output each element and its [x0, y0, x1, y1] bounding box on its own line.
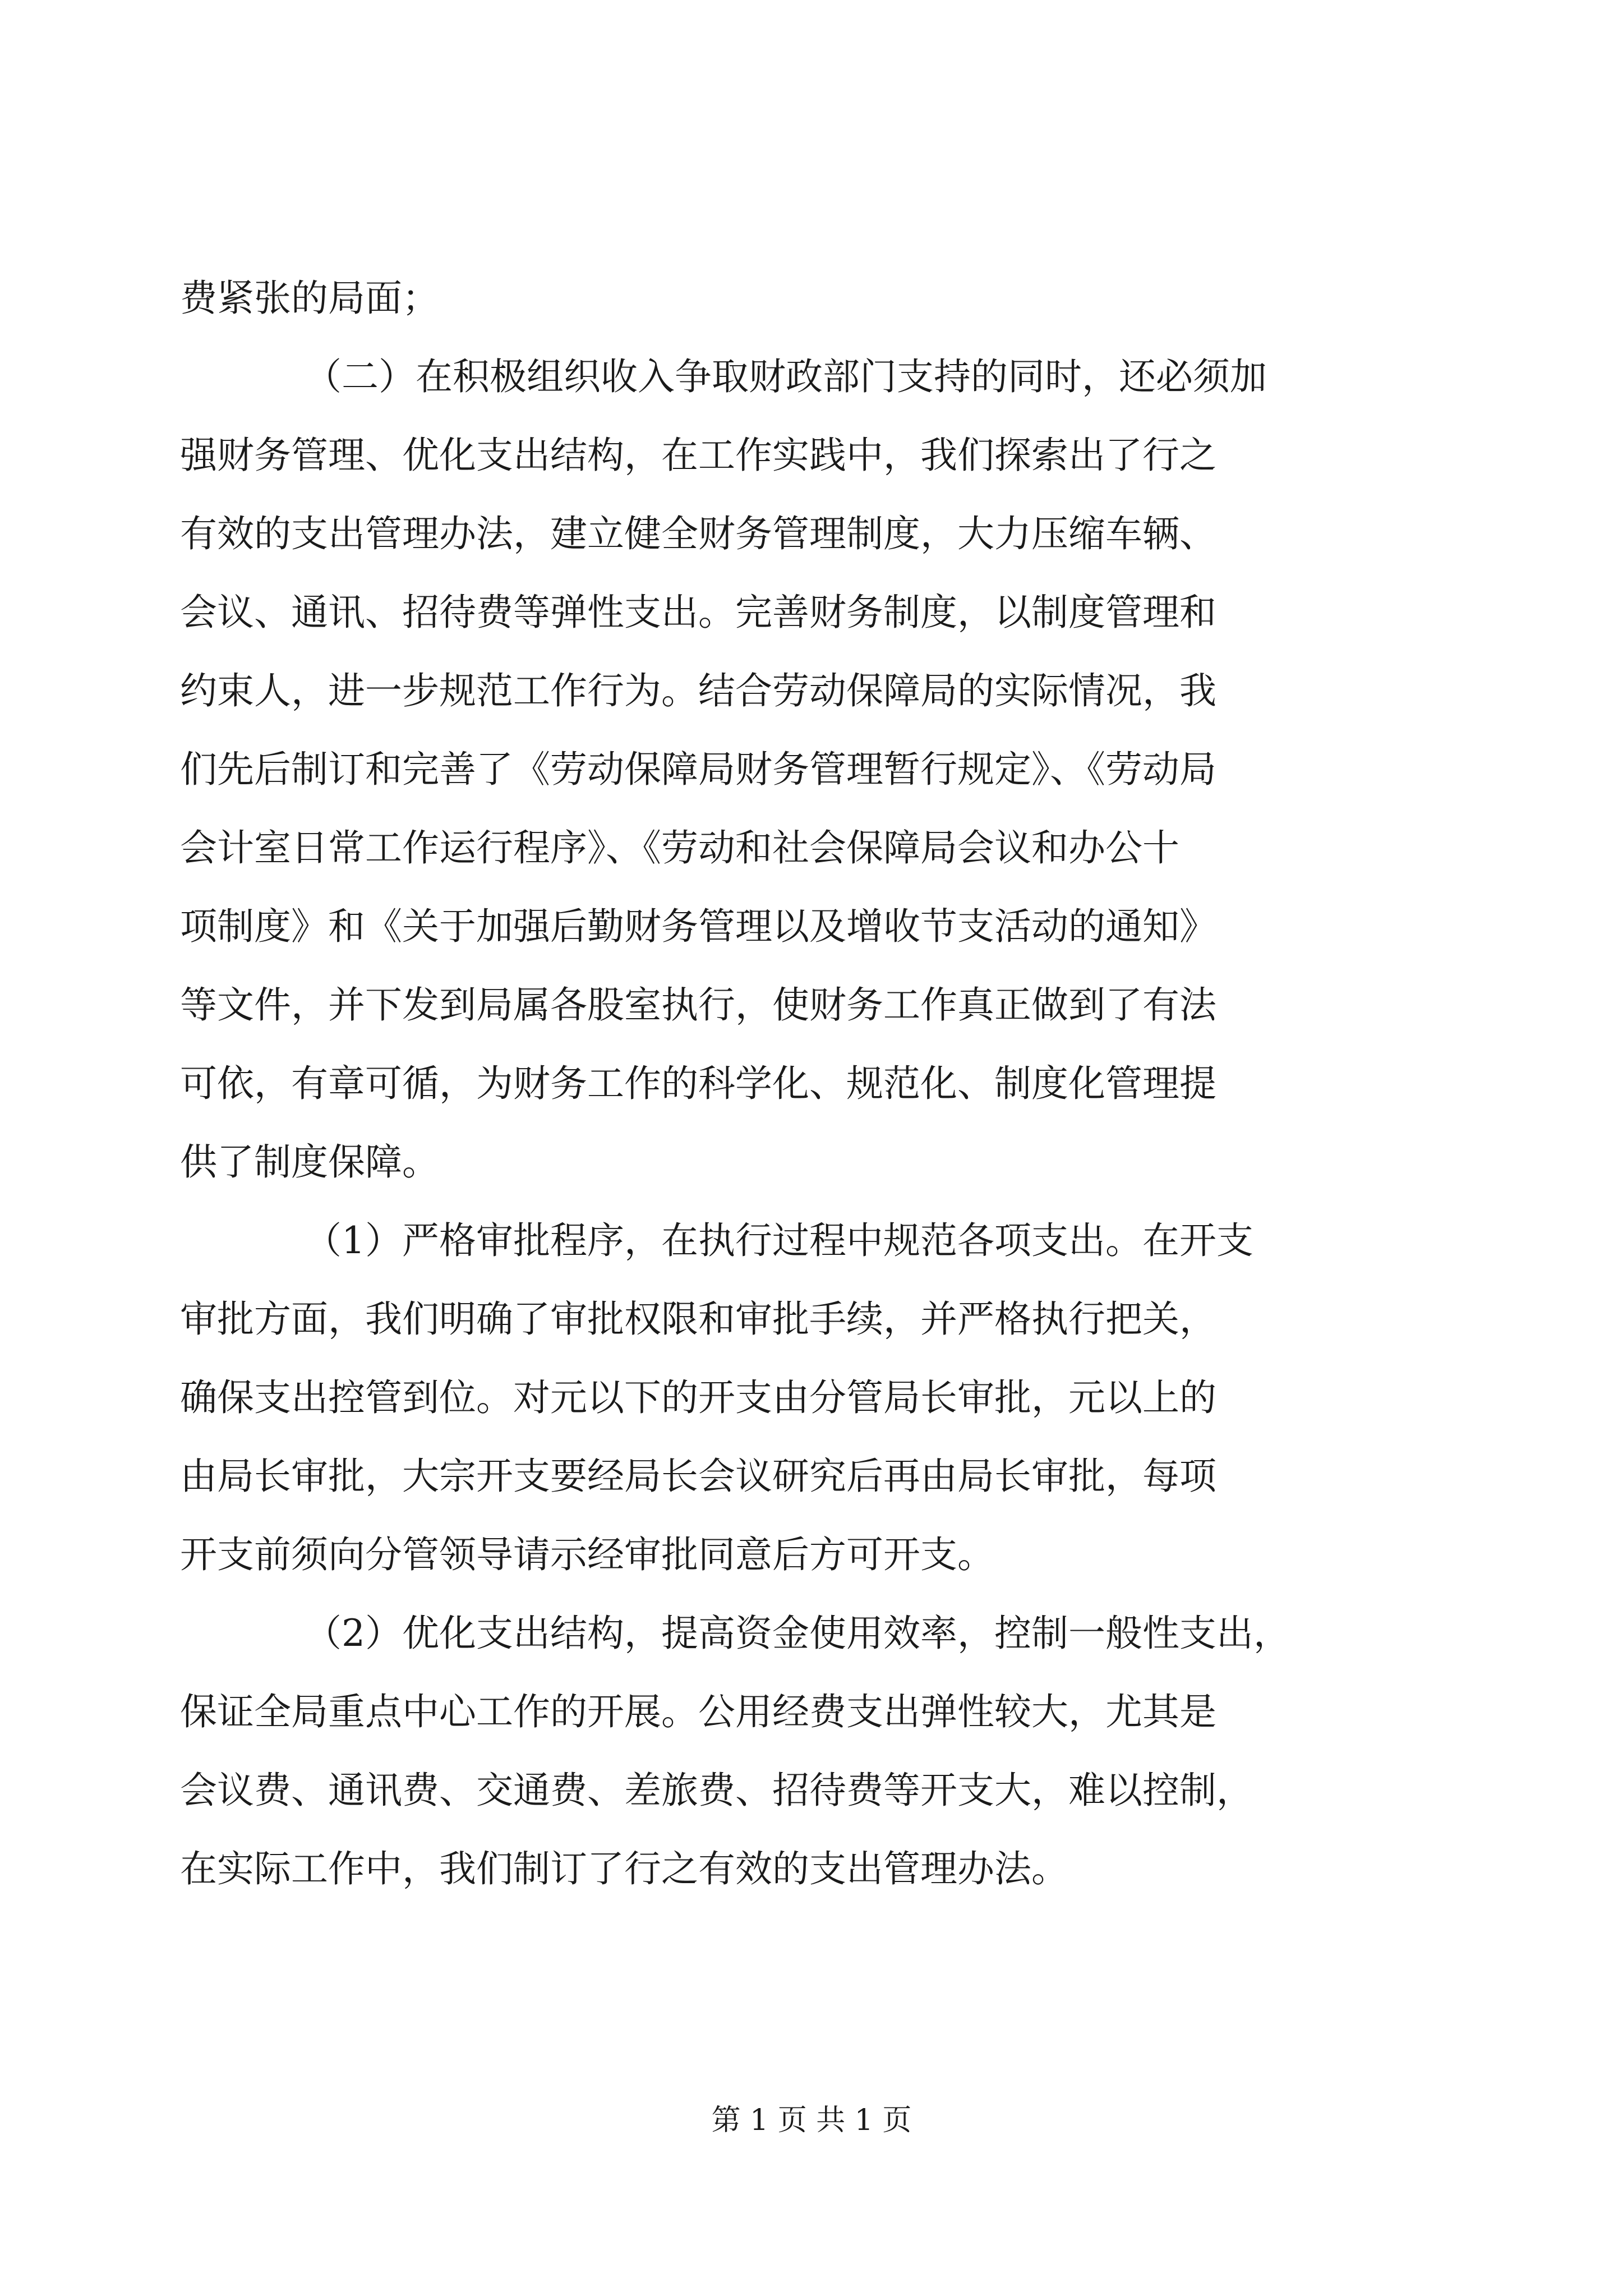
paragraph-line: 约束人，进一步规范工作行为。结合劳动保障局的实际情况，我	[180, 669, 1216, 712]
paragraph-line: 费紧张的局面；	[180, 277, 439, 320]
paragraph-line: （2）优化支出结构，提高资金使用效率，控制一般性支出，	[305, 1612, 1290, 1655]
paragraph-line: 会议、通讯、招待费等弹性支出。完善财务制度，以制度管理和	[180, 591, 1216, 634]
paragraph-line: 可依，有章可循，为财务工作的科学化、规范化、制度化管理提	[180, 1062, 1216, 1105]
paragraph-line: （1）严格审批程序，在执行过程中规范各项支出。在开支	[305, 1219, 1253, 1262]
page-number-footer: 第 1 页 共 1 页	[711, 2104, 912, 2137]
paragraph-line: 们先后制订和完善了《劳动保障局财务管理暂行规定》、《劳动局	[180, 748, 1216, 791]
paragraph-line: 项制度》和《关于加强后勤财务管理以及增收节支活动的通知》	[180, 905, 1216, 948]
paragraph-line: 审批方面，我们明确了审批权限和审批手续，并严格执行把关，	[180, 1297, 1216, 1341]
paragraph-line: 供了制度保障。	[180, 1140, 439, 1184]
paragraph-line: 会议费、通讯费、交通费、差旅费、招待费等开支大，难以控制，	[180, 1769, 1253, 1812]
paragraph-line: 会计室日常工作运行程序》、《劳动和社会保障局会议和办公十	[180, 826, 1179, 869]
paragraph-line: 由局长审批，大宗开支要经局长会议研究后再由局长审批，每项	[180, 1455, 1216, 1498]
paragraph-line: （二）在积极组织收入争取财政部门支持的同时，还必须加	[305, 355, 1267, 398]
paragraph-line: 在实际工作中，我们制订了行之有效的支出管理办法。	[180, 1847, 1068, 1890]
paragraph-line: 开支前须向分管领导请示经审批同意后方可开支。	[180, 1533, 994, 1576]
paragraph-line: 有效的支出管理办法，建立健全财务管理制度，大力压缩车辆、	[180, 512, 1216, 555]
paragraph-line: 确保支出控管到位。对元以下的开支由分管局长审批，元以上的	[180, 1376, 1216, 1419]
paragraph-line: 强财务管理、优化支出结构，在工作实践中，我们探索出了行之	[180, 434, 1216, 477]
paragraph-line: 等文件，并下发到局属各股室执行，使财务工作真正做到了有法	[180, 983, 1216, 1027]
paragraph-line: 保证全局重点中心工作的开展。公用经费支出弹性较大，尤其是	[180, 1690, 1216, 1733]
